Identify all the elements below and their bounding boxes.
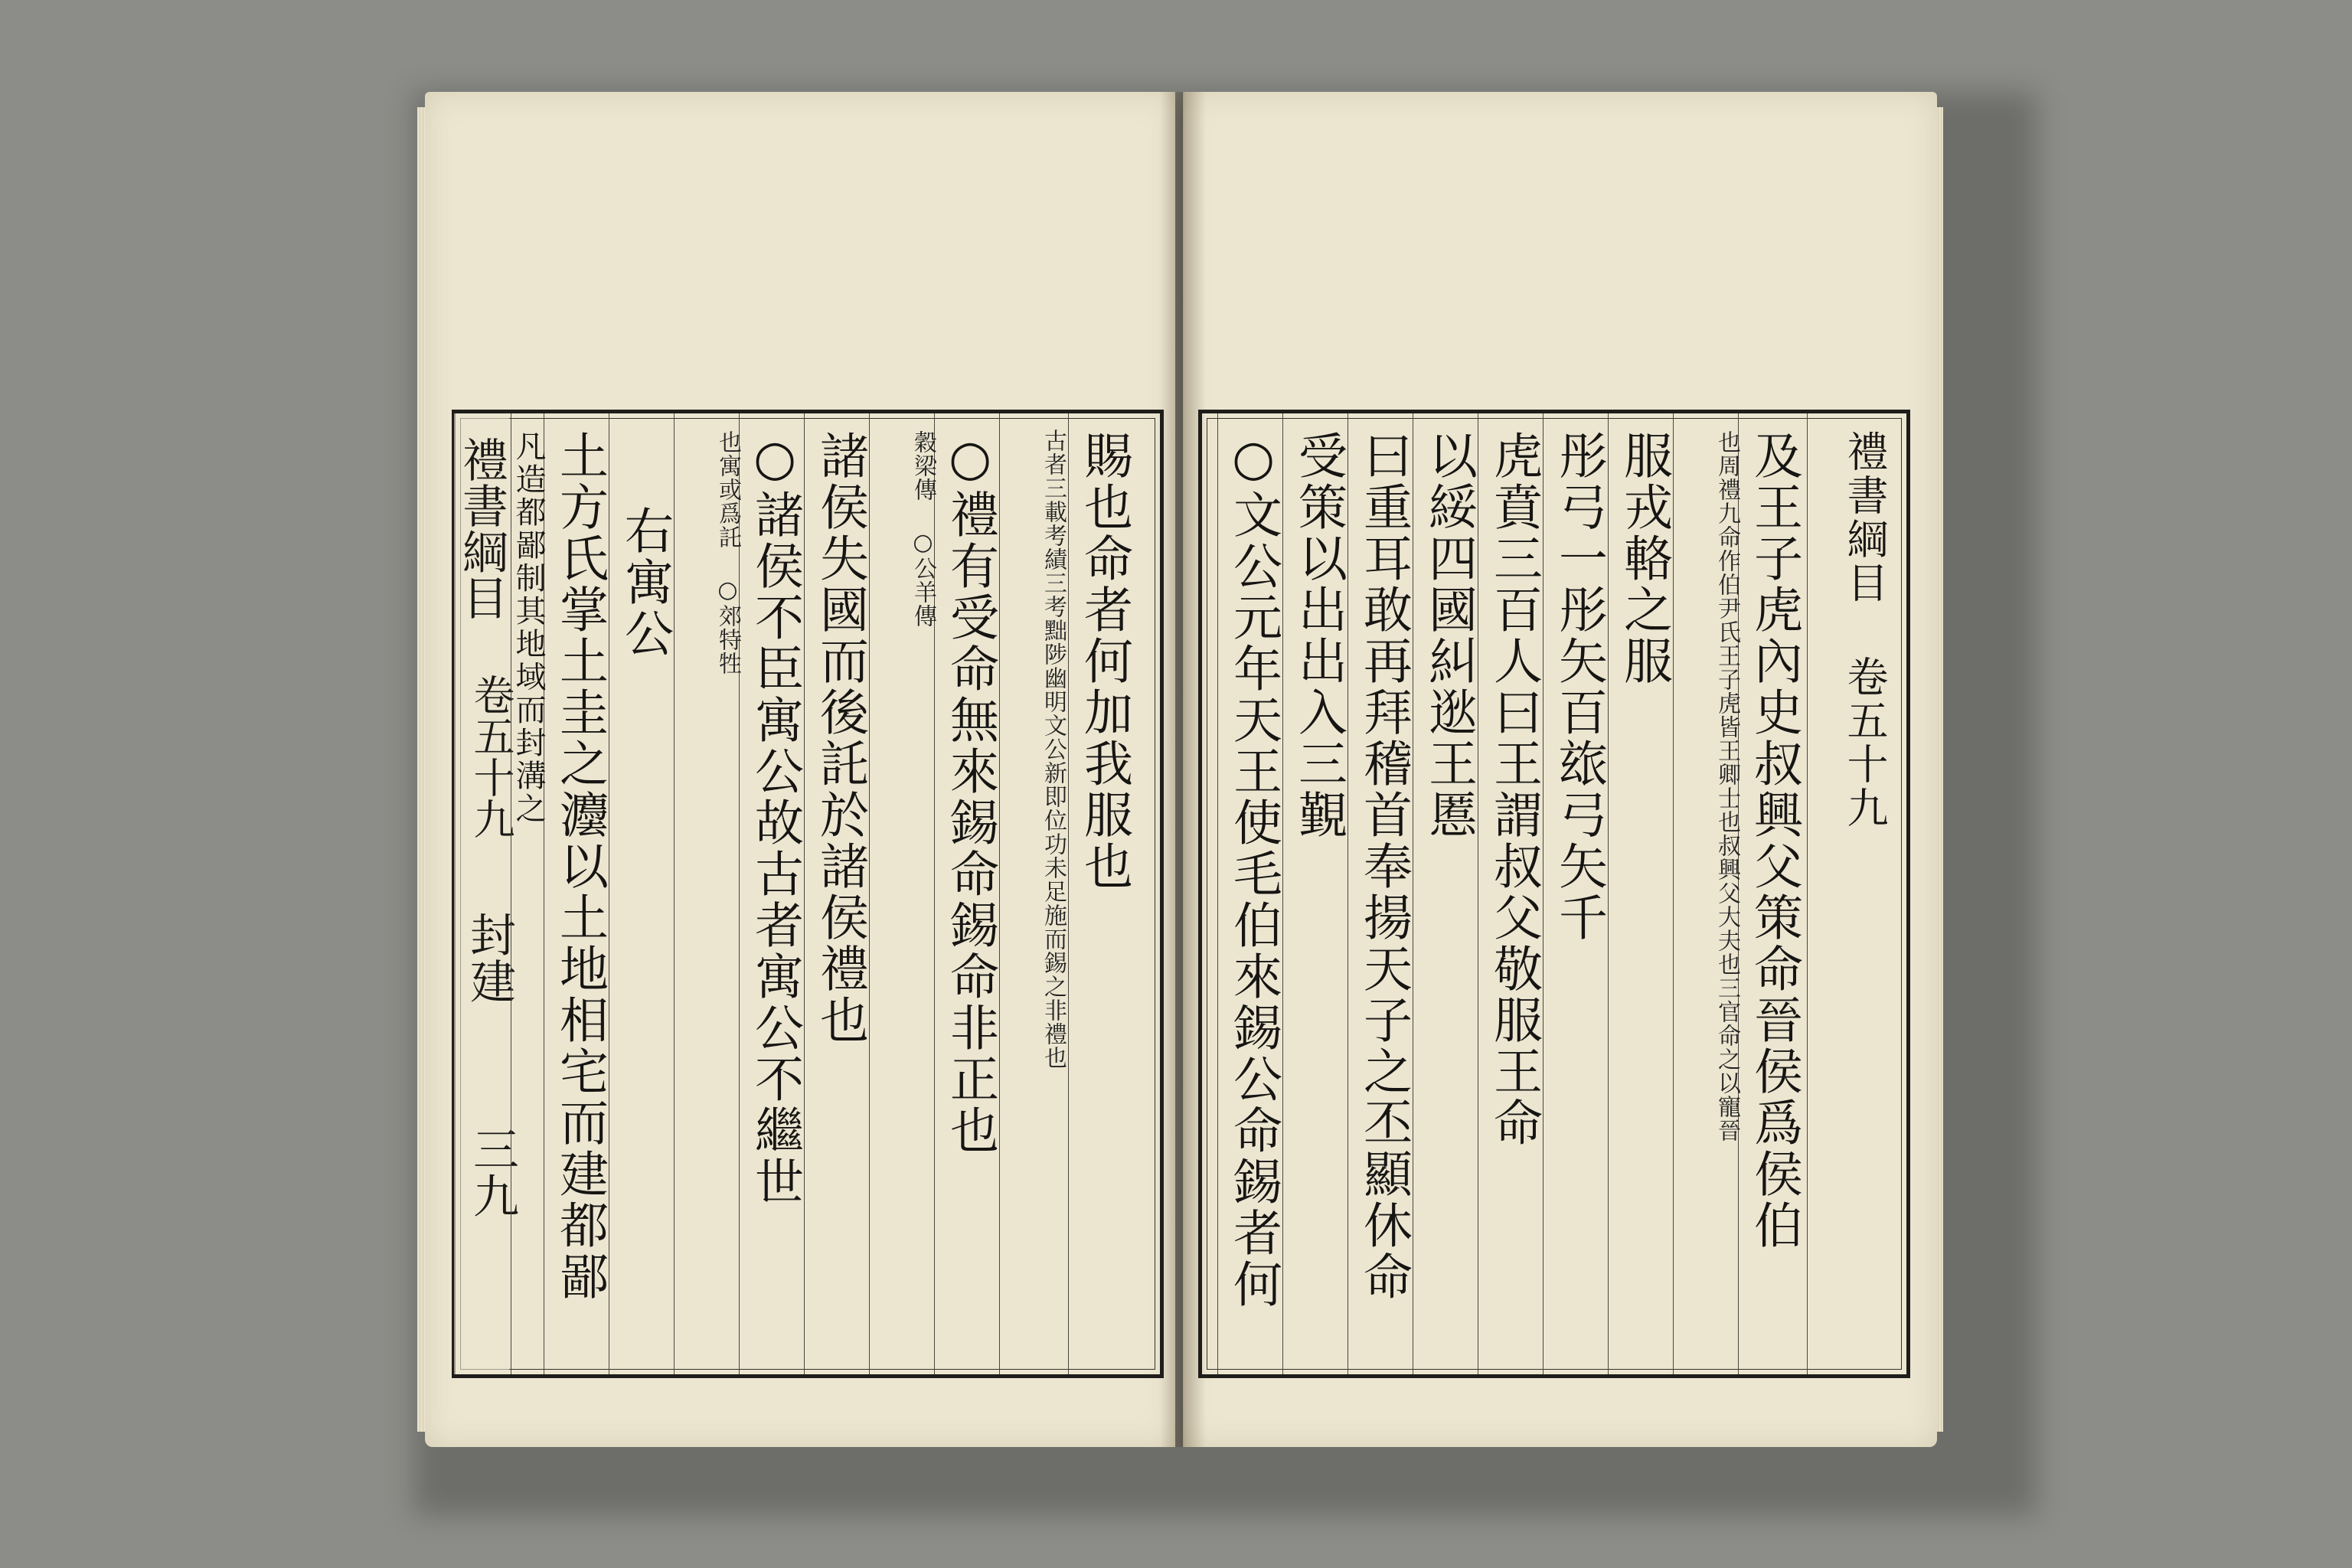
right-col-7 [1348,413,1419,1374]
left-col-5 [804,413,875,1374]
left-col-4-note: 穀梁傳 ○公羊傳 [910,430,936,628]
left-col-2 [999,413,1070,1374]
right-text-frame [1198,410,1910,1378]
right-col-1-main: 及王子虎內史叔興父策命晉侯爲侯伯 [1746,430,1802,1251]
left-col-9 [544,413,615,1374]
center-folio-wrap [465,1125,519,1219]
right-col-1 [1738,413,1809,1374]
right-col-4 [1543,413,1614,1374]
left-col-1-main: 賜也命者何加我服也 [1076,430,1132,892]
center-column-strip [454,413,509,1374]
right-col-3 [1608,413,1679,1374]
left-col-8 [609,413,680,1374]
center-section: 封建 [462,911,516,1004]
right-col-2-note: 也周禮九命作伯尹氏王子虎皆王卿士也叔興父大夫也三官命之以寵晉 [1713,430,1740,1142]
left-col-1 [1068,413,1139,1374]
left-col-6-main: ○諸侯不臣寓公故古者寓公不繼世 [746,430,803,1207]
right-col-4-main: 彤弓一彤矢百玈弓矢千 [1550,430,1607,943]
right-col-9-main: ○文公元年天王使毛伯來錫公命錫者何 [1225,430,1282,1310]
center-volume-wrap [463,674,515,839]
right-col-2 [1673,413,1744,1374]
center-title: 禮書綱目 [455,436,508,620]
left-text-frame [452,410,1164,1378]
right-header-col [1807,413,1900,1374]
left-col-3-main: ○禮有受命無來錫命錫命非正也 [942,430,998,1156]
right-col-6-main: 以綏四國糾逖王慝 [1420,430,1477,841]
left-col-4 [869,413,940,1374]
left-col-2-note: 古者三載考績三考黜陟幽明文公新即位功未足施而錫之非禮也 [1040,429,1067,1070]
left-col-9-main: 土方氏掌土圭之灋以土地相宅而建都鄙 [551,430,608,1302]
right-col-7-main: 曰重耳敢再拜稽首奉揚天子之丕顯休命 [1355,430,1412,1302]
center-volume: 卷五十九 [467,674,515,839]
center-section-wrap [462,911,516,1004]
right-header: 禮書綱目 卷五十九 [1841,430,1889,830]
center-folio: 三九 [466,1125,519,1219]
right-col-8-main: 受策以出出入三覲 [1290,430,1347,841]
right-col-5 [1478,413,1549,1374]
left-col-10 [511,413,544,1374]
right-col-6 [1413,413,1484,1374]
left-col-7 [674,413,745,1374]
left-col-3 [934,413,1005,1374]
left-col-8-main: 右寓公 [616,505,673,659]
left-col-7-note: 也寓或爲託 ○郊特牲 [714,430,741,675]
left-col-6 [739,413,810,1374]
right-col-9 [1217,413,1289,1374]
right-col-3-main: 服戎輅之服 [1615,430,1672,687]
left-col-5-main: 諸侯失國而後託於諸侯禮也 [812,430,868,1046]
right-col-5-main: 虎賁三百人曰王謂叔父敬服王命 [1485,430,1542,1148]
right-col-8 [1282,413,1354,1374]
left-col-10-main: 凡造都鄙制其地域而封溝之 [511,430,546,825]
